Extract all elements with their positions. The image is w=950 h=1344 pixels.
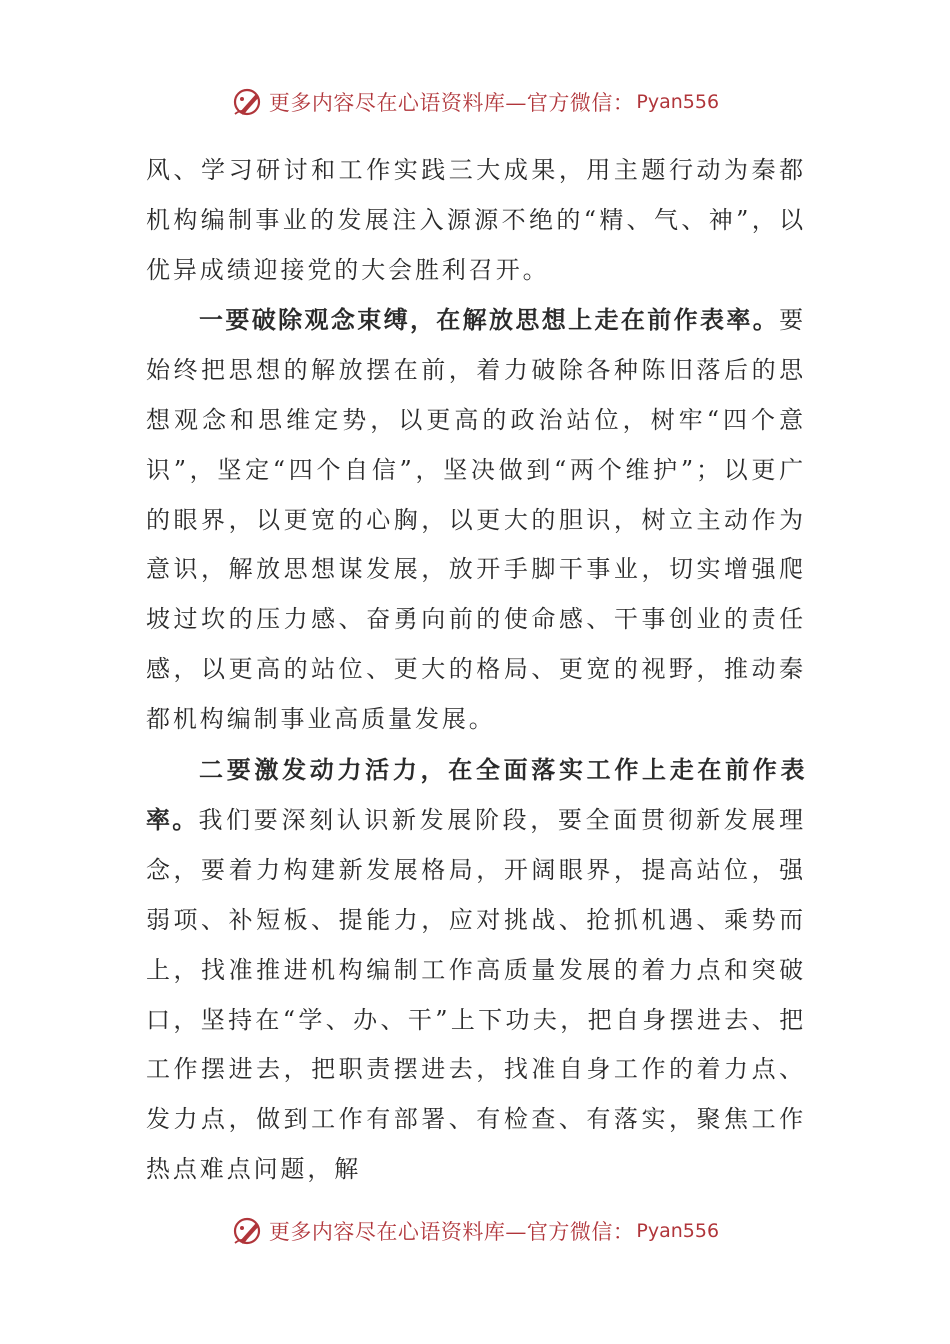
pen-logo-icon (231, 85, 265, 119)
banner-text: 更多内容尽在心语资料库—官方微信： (268, 91, 635, 115)
paragraph-body: 要始终把思想的解放摆在前，着力破除各种陈旧落后的思想观念和思维定势，以更高的政治站位，树牢“四个意识”，坚定“四个自信”，坚决做到“两个维护”；以更广的眼界，以更宽的心胸，以更大的胆识，树立主动作为意识，解放思想谋发展，放开手脚干事业，切实增强爬坡过坎的压力感、奋勇向前的使命感、干事创业的责任感，以更高的站位、更大的格局、更宽的视野，推动秦都机构编制事业高质量发展。 (146, 306, 806, 733)
paragraph-body: 风、学习研讨和工作实践三大成果，用主题行动为秦都机构编制事业的发展注入源源不绝的“精、气、神”，以优异成绩迎接党的大会胜利召开。 (146, 156, 806, 284)
paragraph-point-1 (146, 295, 806, 744)
footer-watermark-banner (0, 1211, 950, 1251)
paragraph-lead-heading: 一要破除观念束缚，在解放思想上走在前作表率。 (199, 305, 780, 335)
paragraph-body: 我们要深刻认识新发展阶段，要全面贯彻新发展理念，要着力构建新发展格局，开阔眼界，提高站位，强弱项、补短板、提能力，应对挑战、抢抓机遇、乘势而上，找准推进机构编制工作高质量发展的着力点和突破口，坚持在“学、办、干”上下功夫，把自身摆进去、把工作摆进去，把职责摆进去，找准自身工作的着力点、发力点，做到工作有部署、有检查、有落实，聚焦工作热点难点问题，解 (146, 806, 806, 1183)
paragraph-intro (146, 146, 806, 295)
paragraph-point-2 (146, 745, 806, 1195)
paragraph-lead-heading: 二要激发动力活力，在全面落实工作上走在前作表率。 (146, 754, 806, 835)
wechat-id: Pyan556 (636, 1220, 720, 1242)
document-body (146, 146, 806, 1195)
banner-text: 更多内容尽在心语资料库—官方微信： (268, 1220, 635, 1244)
wechat-id: Pyan556 (636, 91, 720, 113)
pen-logo-icon (231, 1214, 265, 1248)
header-watermark-banner (0, 82, 950, 122)
